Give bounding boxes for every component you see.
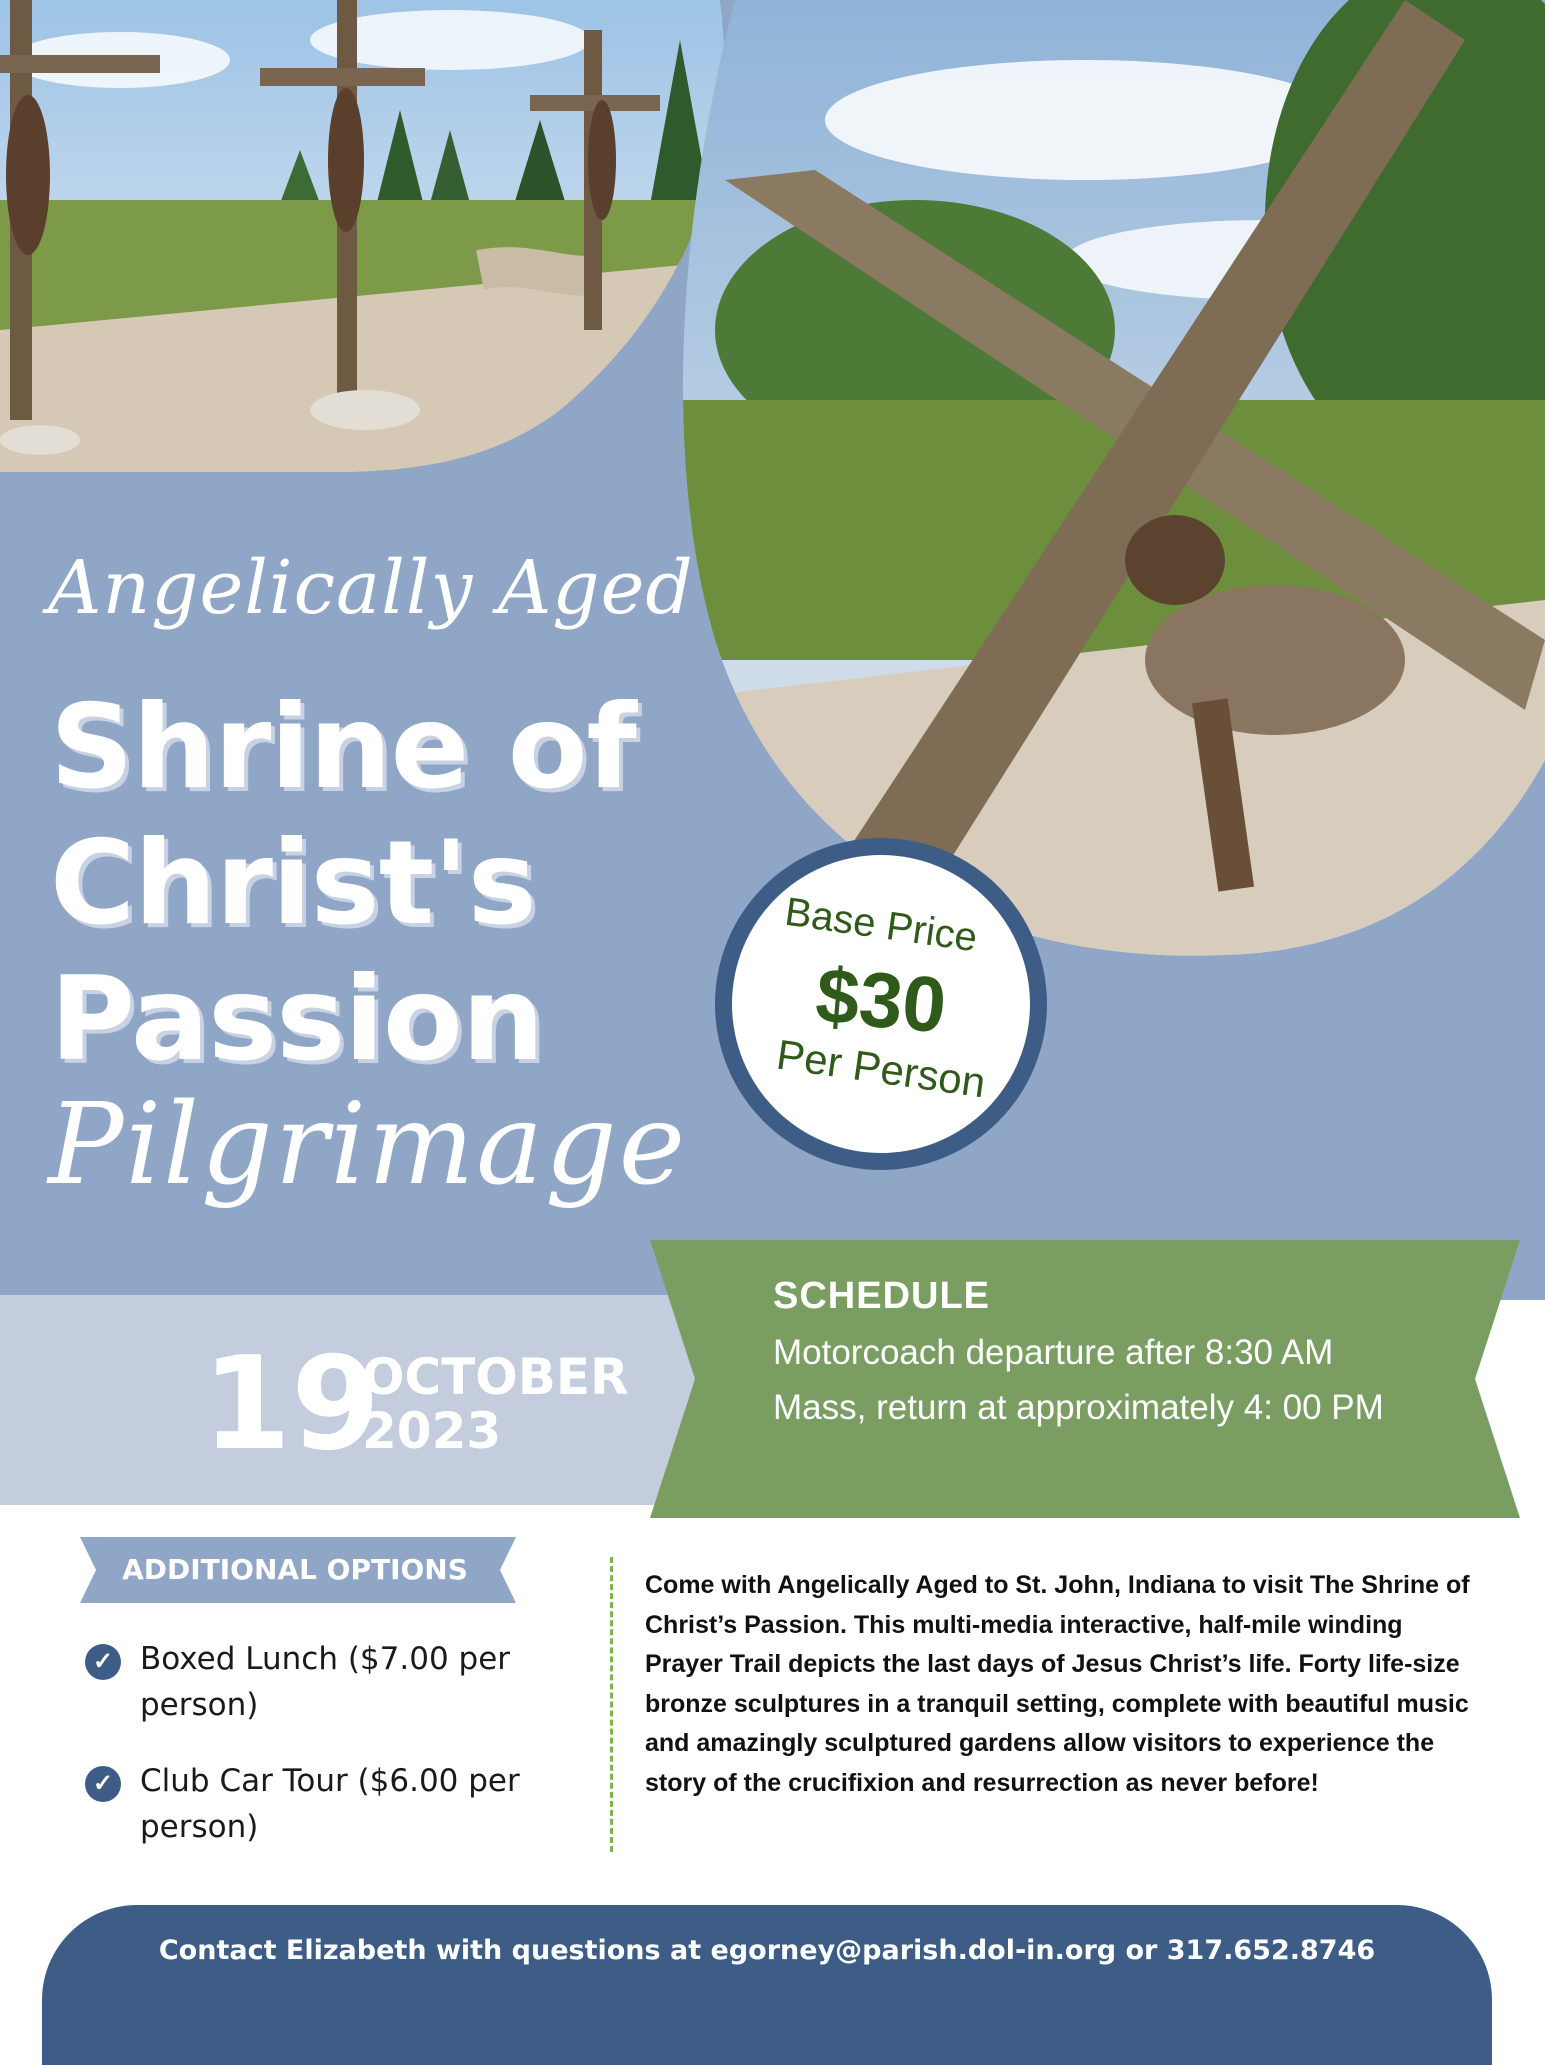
date-year: 2023 [362,1402,502,1460]
date-month: OCTOBER [362,1348,629,1406]
contact-text: Contact Elizabeth with questions at egorney@parish.dol-in.org or 317.652.8746 [158,1935,1376,1966]
price-label: Base Price [782,889,980,961]
script-subtitle: Pilgrimage [48,1080,688,1210]
check-circle-icon: ✓ [85,1644,121,1680]
options-title: ADDITIONAL OPTIONS [122,1553,468,1586]
price-per: Per Person [773,1030,989,1107]
title-line: Christ's [50,816,536,951]
list-item [85,1758,585,1858]
option-text: Boxed Lunch ($7.00 per person) [140,1641,511,1723]
description: Come with Angelically Aged to St. John, Indiana to visit The Shrine of Christ’s Passion. This multi-media interactive, half-mile winding Prayer Trail depicts the last days of Jesus Christ’s life. Forty life-size bronze sculptures in a tranquil setting, complete with beautiful music and amazingly sculptured gardens allow visitors to experience the story of the crucifixion and resurrection as never before! [645,1571,1470,1797]
check-circle-icon: ✓ [85,1766,121,1802]
title-line: Shrine of [50,680,636,815]
schedule-title: SCHEDULE [773,1275,991,1317]
schedule-line: Motorcoach departure after 8:30 AM [773,1333,1334,1372]
date-day: 19 [202,1330,381,1479]
list-item [85,1636,585,1736]
price-text [732,855,1030,1153]
cross-bearer-photo [665,0,1545,960]
dashed-divider [610,1557,613,1852]
footer-bar [42,1905,1492,2065]
script-title: Angelically Aged [48,545,694,631]
schedule-line: Mass, return at approximately 4: 00 PM [773,1388,1384,1427]
price-amount: $30 [812,950,950,1050]
crosses-photo [0,0,735,475]
title-line: Passion [50,952,544,1087]
option-text: Club Car Tour ($6.00 per person) [140,1763,520,1845]
page-title [50,680,690,1088]
